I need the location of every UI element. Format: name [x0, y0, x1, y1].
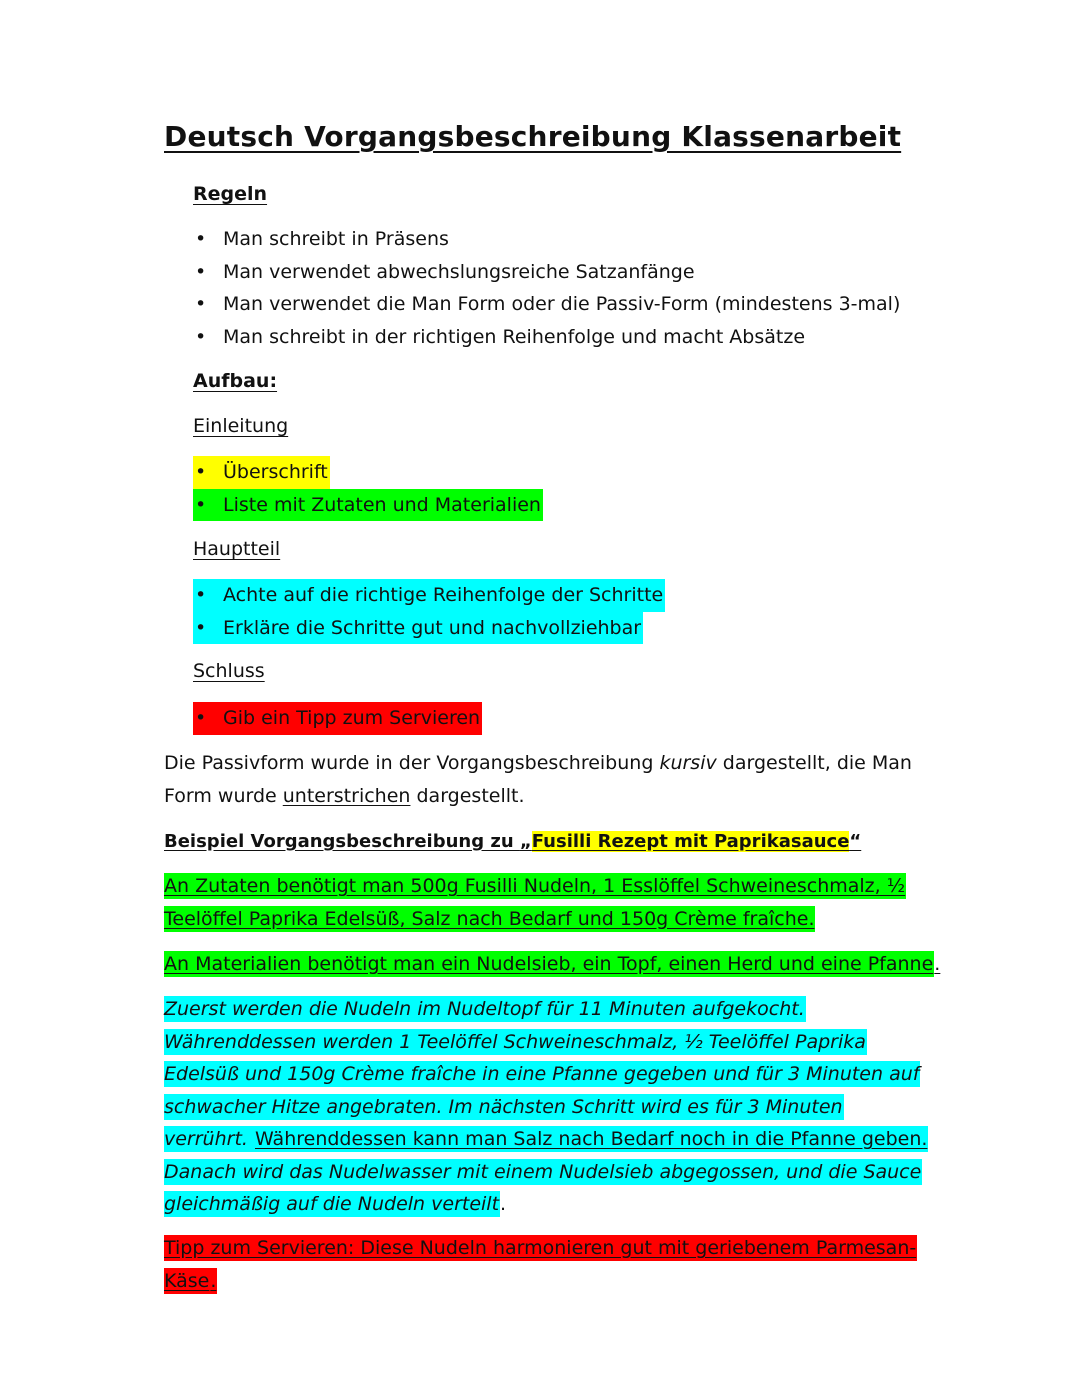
list-item: • Liste mit Zutaten und Materialien	[193, 489, 543, 522]
regeln-list	[193, 223, 900, 353]
schluss-list	[193, 702, 482, 735]
hauptteil-paragraph: Zuerst werden die Nudeln im Nudeltopf für 11 Minuten aufgekocht. Währenddessen werden 1 Teelöffel Schweineschmalz, ½ Teelöffel Paprika Edelsüß und 150g Crème fraîche in eine Pfanne gegeben und für 3 Minuten auf schwacher Hitze angebraten. Im nächsten Schritt wird es für 3 Minuten verrührt. Währenddessen kann man Salz nach Bedarf noch in die Pfanne geben. Danach wird das Nudelwasser mit einem Nudelsieb abgegossen, und die Sauce gleichmäßig auf die Nudeln verteilt.	[164, 998, 928, 1215]
bullet-icon: •	[195, 461, 207, 483]
list-item: • Man schreibt in Präsens	[193, 223, 900, 256]
note-paragraph: Die Passivform wurde in der Vorgangsbeschreibung kursiv dargestellt, die Man Form wurde unterstrichen dargestellt.	[164, 752, 912, 807]
list-item: • Man verwendet die Man Form oder die Passiv-Form (mindestens 3-mal)	[193, 288, 900, 321]
list-item: • Überschrift	[193, 456, 543, 489]
schluss-heading: Schluss	[193, 660, 265, 682]
bullet-icon: •	[195, 707, 207, 729]
tipp-paragraph: Tipp zum Servieren: Diese Nudeln harmonieren gut mit geriebenem Parmesan- Käse.	[164, 1237, 917, 1292]
bullet-icon: •	[195, 616, 207, 639]
list-item: • Gib ein Tipp zum Servieren	[193, 702, 482, 735]
bullet-icon: •	[195, 293, 207, 315]
bullet-icon: •	[195, 584, 207, 606]
document-title: Deutsch Vorgangsbeschreibung Klassenarbeit	[164, 120, 902, 153]
einleitung-heading: Einleitung	[193, 415, 289, 437]
list-item: • Man verwendet abwechslungsreiche Satzanfänge	[193, 256, 900, 289]
bullet-icon: •	[195, 493, 207, 516]
list-item: • Erkläre die Schritte gut und nachvollziehbar	[193, 612, 665, 645]
bullet-icon: •	[195, 228, 207, 250]
hauptteil-list	[193, 579, 665, 644]
zutaten-paragraph: An Zutaten benötigt man 500g Fusilli Nudeln, 1 Esslöffel Schweineschmalz, ½ Teelöffel Paprika Edelsüß, Salz nach Bedarf und 150g Crème fraîche.	[164, 875, 906, 930]
hauptteil-heading: Hauptteil	[193, 538, 281, 560]
unterstrichen-example: unterstrichen	[282, 784, 411, 807]
beispiel-heading: Beispiel Vorgangsbeschreibung zu „Fusilli Rezept mit Paprikasauce“	[164, 831, 862, 852]
kursiv-example: kursiv	[659, 752, 717, 774]
bullet-icon: •	[195, 325, 207, 348]
einleitung-list	[193, 456, 543, 521]
list-item: • Achte auf die richtige Reihenfolge der Schritte	[193, 579, 665, 612]
list-item: • Man schreibt in der richtigen Reihenfolge und macht Absätze	[193, 321, 900, 354]
materialien-paragraph: An Materialien benötigt man ein Nudelsieb, ein Topf, einen Herd und eine Pfanne.	[164, 953, 941, 975]
recipe-title: Fusilli Rezept mit Paprikasauce	[531, 831, 850, 852]
regeln-heading: Regeln	[193, 183, 268, 205]
bullet-icon: •	[195, 260, 207, 283]
aufbau-heading: Aufbau:	[193, 370, 278, 392]
